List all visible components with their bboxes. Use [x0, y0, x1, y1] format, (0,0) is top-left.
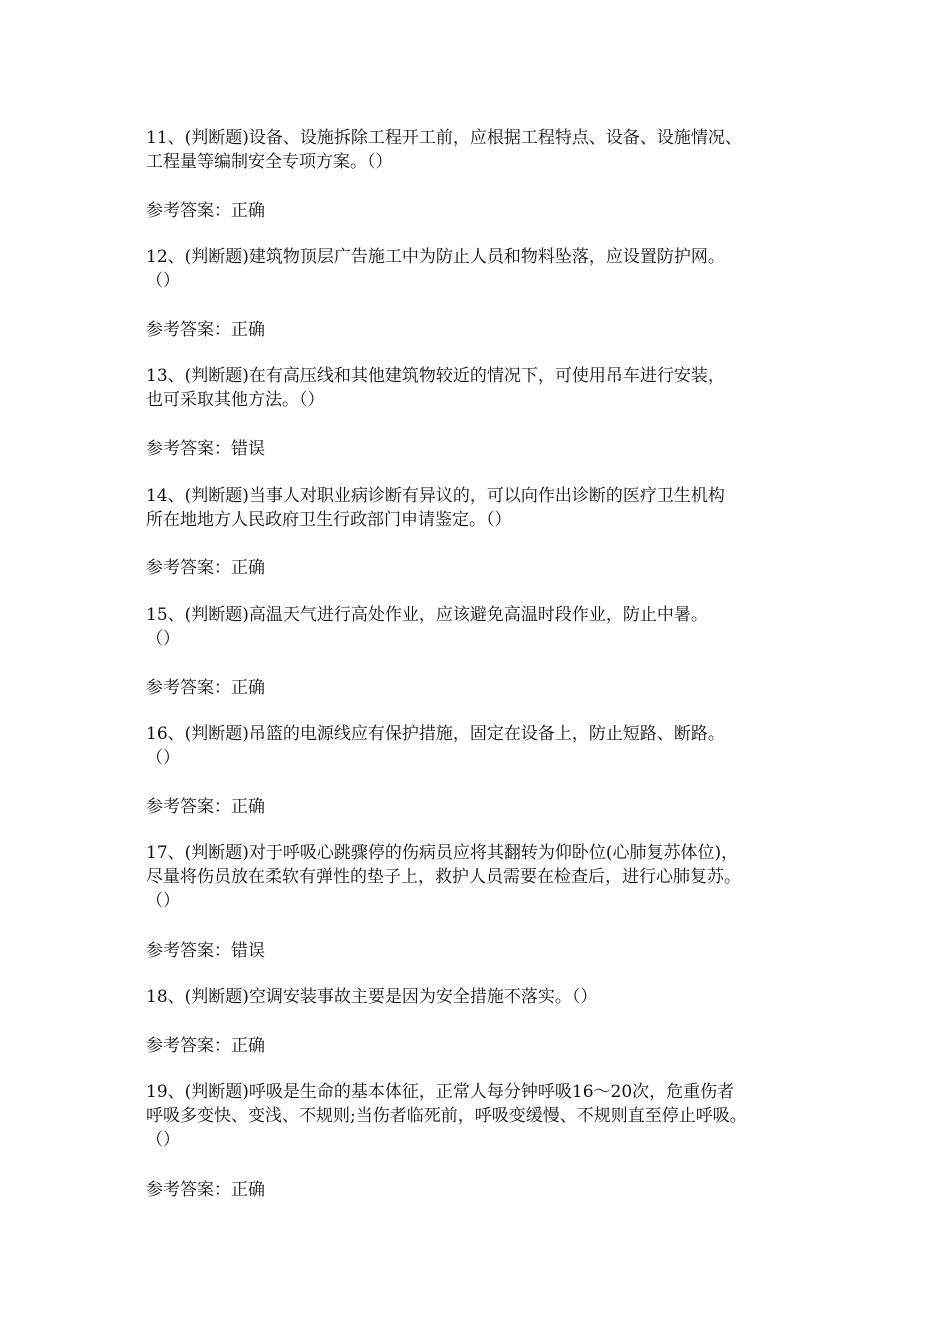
question-19: 19、(判断题)呼吸是生命的基本体征，正常人每分钟呼吸16～20次，危重伤者 呼吸多变快、变浅、不规则;当伤者临死前，呼吸变缓慢、不规则直至停止呼吸。 （） — [146, 1082, 747, 1150]
answer-11: 参考答案：正确 — [146, 201, 265, 221]
question-12: 12、(判断题)建筑物顶层广告施工中为防止人员和物料坠落，应设置防护网。 （） — [146, 247, 725, 291]
question-18: 18、(判断题)空调安装事故主要是因为安全措施不落实。（） — [146, 987, 598, 1007]
question-16: 16、(判断题)吊篮的电源线应有保护措施，固定在设备上，防止短路、断路。 （） — [146, 724, 725, 768]
question-11: 11、(判断题)设备、设施拆除工程开工前，应根据工程特点、设备、设施情况、 工程量等编制安全专项方案。（） — [146, 128, 742, 172]
answer-12: 参考答案：正确 — [146, 320, 265, 340]
question-14: 14、(判断题)当事人对职业病诊断有异议的，可以向作出诊断的医疗卫生机构 所在地地方人民政府卫生行政部门申请鉴定。（） — [146, 486, 725, 530]
answer-16: 参考答案：正确 — [146, 797, 265, 817]
answer-18: 参考答案：正确 — [146, 1036, 265, 1056]
answer-13: 参考答案：错误 — [146, 439, 265, 459]
question-17: 17、(判断题)对于呼吸心跳骤停的伤病员应将其翻转为仰卧位(心肺复苏体位)， 尽量将伤员放在柔软有弹性的垫子上，救护人员需要在检查后，进行心肺复苏。 （） — [146, 843, 741, 911]
answer-19: 参考答案：正确 — [146, 1180, 265, 1200]
question-13: 13、(判断题)在有高压线和其他建筑物较近的情况下，可使用吊车进行安装， 也可采取其他方法。（） — [146, 366, 725, 410]
answer-15: 参考答案：正确 — [146, 678, 265, 698]
question-15: 15、(判断题)高温天气进行高处作业，应该避免高温时段作业，防止中暑。 （） — [146, 605, 708, 649]
answer-17: 参考答案：错误 — [146, 941, 265, 961]
answer-14: 参考答案：正确 — [146, 558, 265, 578]
